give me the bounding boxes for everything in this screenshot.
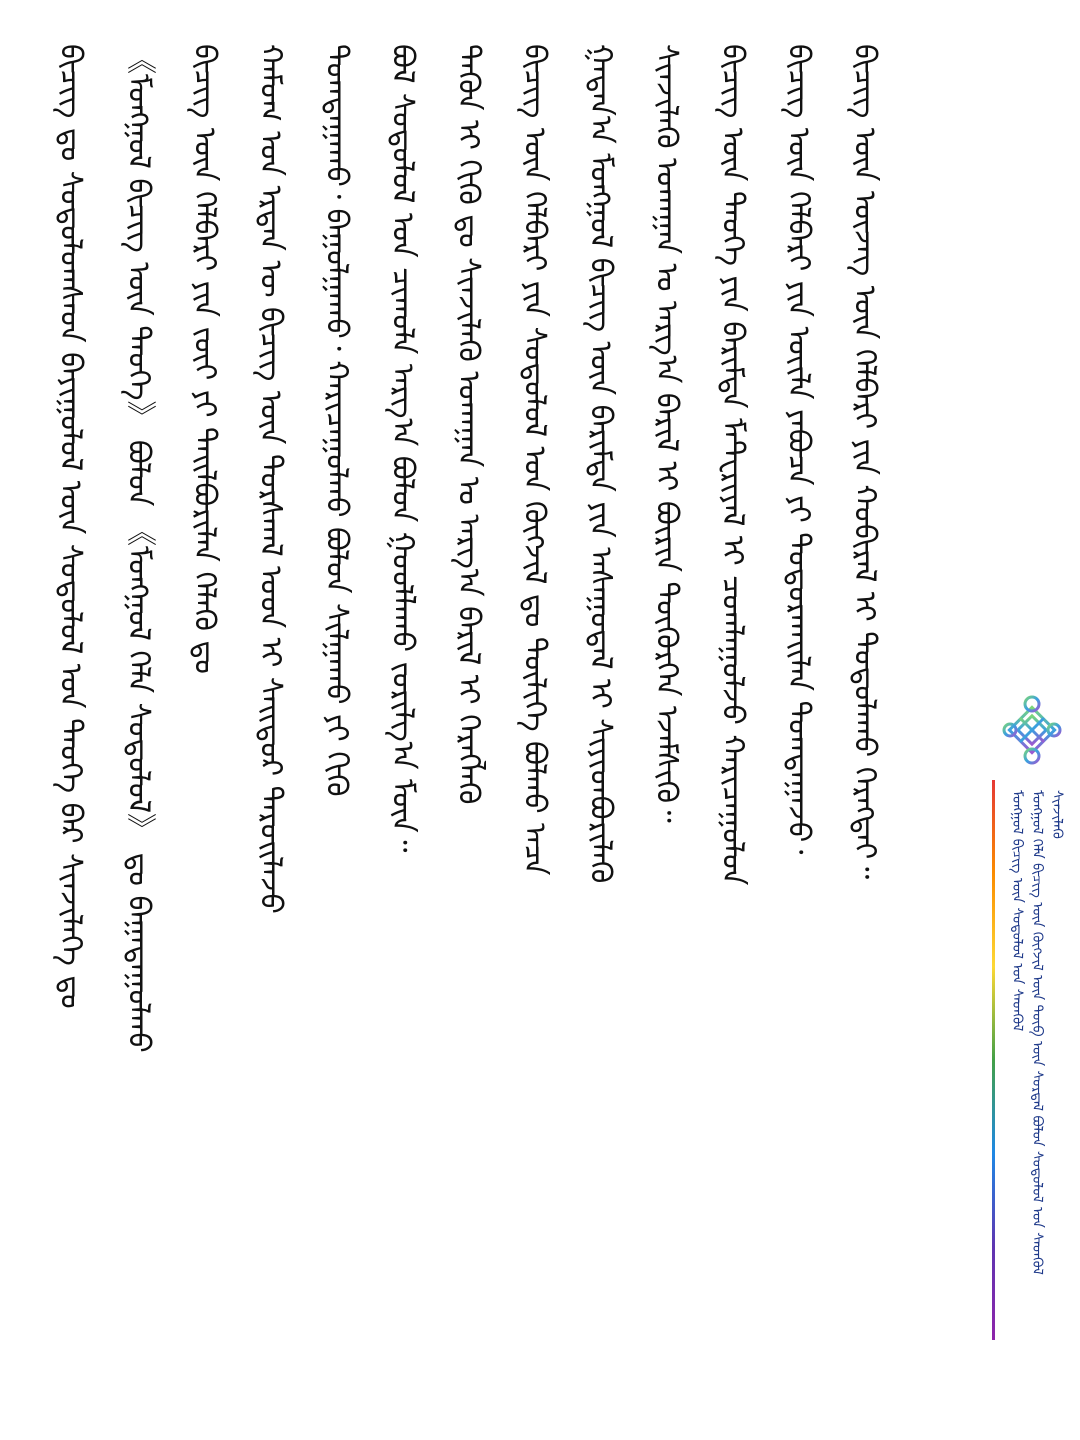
text-column-5: ᠲᠣᠭᠲᠠᠭᠠᠬᠤ᠂ ᠪᠠᠭᠤᠯᠭᠠᠬᠤ᠂ ᠬᠠᠷᠢᠴᠠᠭᠤᠯᠬᠤ ᠪᠣᠯᠤᠨ ᠰᠢᠯᠭᠠᠬᠤ ᠶᠢ ᠬᠢᠬᠦ xyxy=(319,44,354,797)
header-subtitle: ᠮᠣᠩᠭᠣᠯ ᠬᠡᠯᠡ ᠪᠢᠴᠢᠭ ᠦᠨ ᠬᠥᠭᠵᠢᠯ ᠦᠨ ᠲᠥᠪ ᠦᠨ ᠰᠤᠷᠲᠠᠯ ᠪᠣᠯᠤᠨ ᠰᠤᠳᠤᠯᠤᠯ ᠤᠨ ᠰᠡᠳᠬᠦᠯ xyxy=(1029,790,1045,1275)
header-tagline: ᠰᠢᠨᠵᠢᠯᠡᠬᠦ xyxy=(1049,790,1065,839)
text-column-7: ᠲᠡᠭᠦᠨ ᠢ ᠬᠢᠬᠦ ᠳᠤ ᠰᠢᠨᠵᠢᠯᠡᠬᠦ ᠤᠬᠠᠭᠠᠨ ᠤ ᠠᠷᠭ᠎ᠠ ᠪᠠᠷᠢᠯ ᠢ ᠬᠡᠷᠡᠭᠯᠡᠬᠦ xyxy=(451,44,486,805)
text-column-6: ᠪᠣᠯ ᠰᠤᠳᠤᠯᠤᠯ ᠤᠨ ᠴᠢᠬᠤᠯᠠ ᠠᠷᠭ᠎ᠠ ᠪᠣᠯᠤᠨ ᠭᠣᠣᠯᠯᠠᠬᠤ ᠵᠣᠷᠢᠯᠭ᠎ᠠ ᠮᠥᠨ᠃ xyxy=(385,44,420,853)
text-column-1: ᠪᠢᠴᠢᠭ ᠳᠤ ᠰᠤᠳᠤᠯᠤᠭᠰᠠᠳ ᠪᠠᠶᠢᠭᠤᠯᠤᠯ ᠦᠨ ᠰᠤᠳᠤᠯᠤᠯ ᠤᠨ ᠲᠡᠦᠬᠡ ᠪᠡᠷ ᠰᠢᠨᠵᠢᠯᠡᠭᠡ ᠳᠤ xyxy=(53,44,88,1009)
text-column-11: ᠪᠢᠴᠢᠭ ᠦᠨ ᠲᠡᠦᠬᠡ ᠶᠢᠨ ᠪᠠᠷᠢᠮᠲᠠ ᠮᠠᠲᠧᠷᠢᠶᠠᠯ ᠢ ᠴᠤᠭᠯᠠᠭᠤᠯᠵᠤ ᠬᠠᠷᠢᠴᠠᠭᠤᠯᠤᠨ xyxy=(715,44,750,886)
text-column-8: ᠪᠢᠴᠢᠭ ᠦᠨ ᠬᠡᠯᠪᠡᠷᠢ ᠶᠢᠨ ᠰᠤᠳᠤᠯᠤᠯ ᠤᠨ ᠬᠥᠭᠵᠢᠯ ᠳᠤ ᠳᠦᠯᠢᠭᠡ ᠪᠣᠯᠬᠤ ᠠᠴᠠ xyxy=(517,44,552,876)
page-header xyxy=(968,690,1068,1410)
text-column-3: ᠪᠢᠴᠢᠭ ᠦᠨ ᠬᠡᠯᠪᠡᠷᠢ ᠶᠢᠨ ᠵᠦᠢ ᠶᠢ ᠲᠠᠢᠯᠪᠤᠷᠢᠯᠠᠨ ᠬᠡᠯᠡᠬᠦ ᠳᠤ xyxy=(187,44,222,674)
text-column-13: ᠪᠢᠴᠢᠭ ᠦᠨ ᠦᠵᠡᠭ ᠦᠨ ᠬᠡᠯᠪᠡᠷᠢ ᠶᠢᠨ ᠬᠤᠪᠢᠷᠠᠯ ᠢ ᠲᠣᠳᠣᠯᠠᠬᠤ ᠬᠡᠷᠡᠭᠲᠡᠢ᠃ xyxy=(847,44,882,880)
text-column-4: ᠬᠠᠮᠤᠭ ᠤᠨ ᠡᠷᠲᠡᠨ ᠦ ᠪᠢᠴᠢᠭ ᠦᠨ ᠳᠤᠷᠰᠬᠠᠯ ᠤᠳ ᠢ ᠰᠠᠢᠲᠤᠷ ᠳᠠᠷᠤᠢᠯᠠᠵᠤ xyxy=(253,44,288,914)
endless-knot-icon xyxy=(1002,690,1062,770)
rainbow-divider xyxy=(992,780,995,1340)
header-title: ᠮᠣᠩᠭᠣᠯ ᠪᠢᠴᠢᠭ ᠦᠨ ᠰᠤᠳᠤᠯᠤᠯ ᠤᠨ ᠰᠡᠳᠬᠦᠯ xyxy=(1009,790,1025,1032)
text-column-10: ᠰᠢᠨᠵᠢᠯᠡᠬᠦ ᠤᠬᠠᠭᠠᠨ ᠤ ᠠᠷᠭ᠎ᠠ ᠪᠠᠷᠢᠯ ᠢ ᠪᠦᠷᠢᠨ ᠳᠦᠭᠦᠷᠭᠡᠨ ᠡᠵᠡᠮᠰᠢᠬᠦ᠃ xyxy=(649,44,684,823)
text-column-2: 《ᠮᠣᠩᠭᠣᠯ ᠪᠢᠴᠢᠭ ᠦᠨ ᠲᠡᠦᠬᠡ》 ᠪᠣᠯᠤᠨ 《ᠮᠣᠩᠭᠣᠯ ᠬᠡᠯᠡ ᠰᠤᠳᠤᠯᠤᠯ》 ᠳᠤ ᠪᠠᠭᠠᠲᠠᠭᠤᠯᠬᠤ xyxy=(121,44,156,1053)
text-column-9: ᠭᠠᠳᠠᠨ᠎ᠠ ᠮᠣᠩᠭᠣᠯ ᠪᠢᠴᠢᠭ ᠦᠨ ᠪᠠᠷᠢᠮᠲᠠ ᠶᠢᠨ ᠠᠰᠠᠭᠤᠳᠠᠯ ᠢ ᠰᠢᠶᠢᠳᠪᠦᠷᠢᠯᠡᠬᠦ xyxy=(583,44,618,884)
text-column-12: ᠪᠢᠴᠢᠭ ᠦᠨ ᠬᠡᠯᠪᠡᠷᠢ ᠶᠢᠨ ᠦᠢᠯᠡ ᠶᠠᠪᠤᠴᠠ ᠶᠢ ᠲᠣᠳᠣᠷᠬᠠᠢᠯᠠᠨ ᠲᠣᠭᠲᠠᠭᠠᠵᠤ᠂ xyxy=(781,44,816,855)
